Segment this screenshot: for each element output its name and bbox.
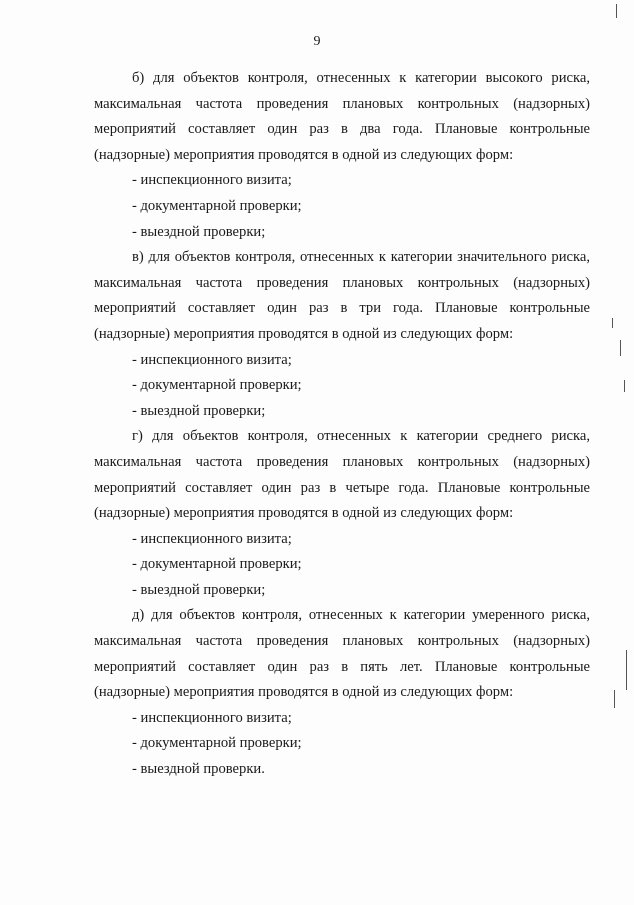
page-number: 9 — [313, 34, 321, 49]
list-item: - инспекционного визита; — [132, 709, 292, 726]
list-item: - выездной проверки; — [132, 402, 266, 419]
paragraph-v: в) для объектов контроля, отнесенных к категории значительного риска, максимальная частота проведения плановых контрольных (надзорных) мероприятий составляет один раз в три года. Плановые контрольные (надзорные) мероприятия проводятся в одной из следующих форм: — [94, 249, 590, 342]
scan-artifact — [624, 380, 625, 392]
document-body — [94, 66, 590, 783]
scan-artifact — [612, 318, 613, 328]
list-item: - выездной проверки. — [132, 761, 265, 778]
list-item: - выездной проверки; — [132, 581, 266, 598]
scan-artifact — [616, 4, 617, 18]
paragraph-d: д) для объектов контроля, отнесенных к категории умеренного риска, максимальная частота проведения плановых контрольных (надзорных) мероприятий составляет один раз в пять лет. Плановые контрольные (надзорные) мероприятия проводятся в одной из следующих форм: — [94, 607, 590, 701]
scan-artifact — [614, 690, 615, 708]
paragraph-b: б) для объектов контроля, отнесенных к категории высокого риска, максимальная частота проведения плановых контрольных (надзорных) мероприятий составляет один раз в два года. Плановые контрольные (надзорные) мероприятия проводятся в одной из следующих форм: — [94, 70, 590, 163]
list-item: - инспекционного визита; — [132, 530, 292, 547]
list-item: - инспекционного визита; — [132, 172, 292, 189]
list-item: - документарной проверки; — [132, 377, 302, 394]
paragraph-g: г) для объектов контроля, отнесенных к категории среднего риска, максимальная частота проведения плановых контрольных (надзорных) мероприятий составляет один раз в четыре года. Плановые контрольные (надзорные) мероприятия проводятся в одной из следующих форм: — [94, 428, 590, 522]
scan-artifact — [620, 340, 621, 356]
list-item: - документарной проверки; — [132, 735, 302, 752]
list-item: - документарной проверки; — [132, 197, 302, 214]
list-item: - инспекционного визита; — [132, 351, 292, 368]
list-item: - выездной проверки; — [132, 223, 266, 240]
scan-artifact — [626, 650, 627, 690]
list-item: - документарной проверки; — [132, 556, 302, 573]
